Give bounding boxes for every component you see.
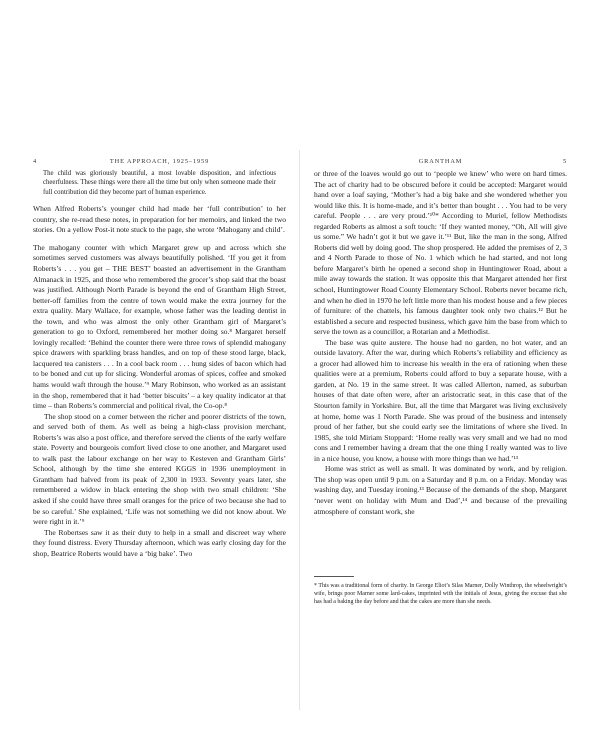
right-page-body — [314, 169, 567, 517]
quote-text: The child was gloriously beautiful, a most lovable disposition, and infectious cheerfulness. These things were there all the time but only when someone made their full contribution did they become part of human experience. — [43, 170, 276, 196]
left-page-body — [33, 169, 286, 559]
paragraph: or three of the loaves would go out to ‘people we knew’ who were on hard times. The act of charity had to be obscured before it could be accepted: Margaret would hand over a loaf saying, ‘Mother’s had a big bake and she wondered whether you would like this. It is home-made, and it’s better than bought . . . You had to be very careful. People . . . are very proud.’¹⁰* According to Muriel, fellow Methodists regarded Roberts as almost a soft touch: ‘If they wanted money, “Oh, All will give us some.” We hadn’t got it but we gave it.’¹¹ But, like the man in the song, Alfred Roberts did well by doing good. The shop prospered. He added the premises of 2, 3 and 4 North Parade to those of No. 1 which which he had started, and not long before Margaret’s birth he opened a second shop in Huntingtower Road, about a mile away towards the station. It was opposite this that Margaret attended her first school, Huntingtower Road County Elementary School. Roberts never became rich, and when he died in 1970 he left little more than his modest house and a few pieces of furniture: of the chattels, his famous daughter took only two chairs.¹² But he established a secure and respected business, which gave him the base from which to serve the town as a councillor, a Rotarian and a Methodist. — [314, 169, 567, 337]
paragraph: The Robertses saw it as their duty to help in a small and discreet way where they found distress. Every Thursday afternoon, which was early closing day for the shop, Beatrice Roberts would have a ‘big bake’. Two — [33, 527, 286, 558]
left-paragraphs — [33, 204, 286, 559]
right-paragraphs — [314, 169, 567, 517]
paragraph: When Alfred Roberts’s younger child had made her ‘full contribution’ to her country, she re-read these notes, in preparation for her memoirs, and linked the two stories. On a yellow Post-it note stuck to the page, she wrote ‘Mahogany and child’. — [33, 204, 286, 235]
paragraph: Home was strict as well as small. It was dominated by work, and by religion. The shop was open until 9 p.m. on a Saturday and 8 p.m. on a Friday. Monday was washing day, and Tuesday ironing.¹³ Because of the demands of the shop, Margaret ‘never went on holiday with Mum and Dad’,¹⁴ and because of the prevailing atmosphere of constant work, she — [314, 464, 567, 516]
footnote-text: * This was a traditional form of charity. In George Eliot’s Silas Marner, Dolly Winthrop, the wheelwright’s wife, brings poor Marner some lard-cakes, imprinted with the initials of Jesus, giving the excuse that she has had a baking the day before and that the cakes are more than she needs. — [314, 583, 567, 605]
page-number-left: 4 — [33, 158, 38, 165]
running-head-title-right: GRANTHAM — [418, 158, 463, 165]
paragraph: The shop stood on a corner between the richer and poorer districts of the town, and served both of them. As well as being a high-class provision merchant, Roberts’s was also a post office, and therefore served the clients of the early welfare state. Poverty and bourgeois comfort lived close to one another, and Margaret used to walk past the labour exchange on her way to Kesteven and Grantham Girls’ School, although by the time she entered KGGS in 1936 unemployment in Grantham had halved from its peak of 2,300 in 1933. Seventy years later, she remembered a widow in black entering the shop with two small children: ‘She asked if she could have three small oranges for the price of two because she had to be so careful.’ She explained, ‘Life was not something we did not know about. We were right in it.’⁹ — [33, 411, 286, 527]
block-quote — [43, 169, 276, 197]
paragraph: The mahogany counter with which Margaret grew up and across which she sometimes served customers was always beautifully polished. ‘If you get it from Roberts’s . . . you get – THE BEST’ boasted an advertisement in the Grantham Almanack in 1925, and those who remembered the grocer’s shop said that the boast was justified. Although North Parade is beyond the end of Grantham High Street, better-off families from the centre of town would make the extra journey for the extra quality. Mary Wallace, for example, whose father was the leading dentist in the town, and who was almost the only other Grantham girl of Margaret’s generation to go to Oxford, remembered her mother doing so.⁸ Margaret herself lovingly recalled: ‘Behind the counter there were three rows of splendid mahogany spice drawers with sparkling brass handles, and on top of these stood large, black, lacquered tea canisters . . . In a cool back room . . . hung sides of bacon which had to be boned and cut up for slicing. Wonderful aromas of spices, coffee and smoked hams would waft through the house.’⁹ Mary Robinson, who worked as an assistant in the shop, remembered that it had ‘better biscuits’ – a key quality indicator at that time – than Roberts’s commercial and political rival, the Co-op.⁸ — [33, 242, 286, 411]
footnote — [314, 582, 567, 606]
running-head-title-left: THE APPROACH, 1925–1959 — [109, 158, 210, 165]
footnote-rule — [314, 576, 354, 577]
paragraph: The base was quite austere. The house had no garden, no hot water, and an outside lavatory. After the war, during which Roberts’s reliability and efficiency as a grocer had allowed him to increase his wealth in the era of rationing when these qualities were at a premium, Roberts could afford to buy a separate house, with a garden, at No. 19 in the same street. It was called Allerton, named, as suburban houses of that date often were, after an aristocratic seat, in this case that of the Stourton family in Yorkshire. But, all the time that Margaret was living exclusively at home, home was 1 North Parade. She was proud of the business and intensely proud of her father, but she could early see the limitations of where she lived. In 1985, she told Miriam Stoppard: ‘Home really was very small and we had no mod cons and I remember having a dream that the one thing I really wanted was to live in a nice house, you know, a house with more things than we had.’¹³ — [314, 337, 567, 463]
page-gutter — [299, 150, 300, 710]
page-number-right: 5 — [562, 158, 567, 165]
